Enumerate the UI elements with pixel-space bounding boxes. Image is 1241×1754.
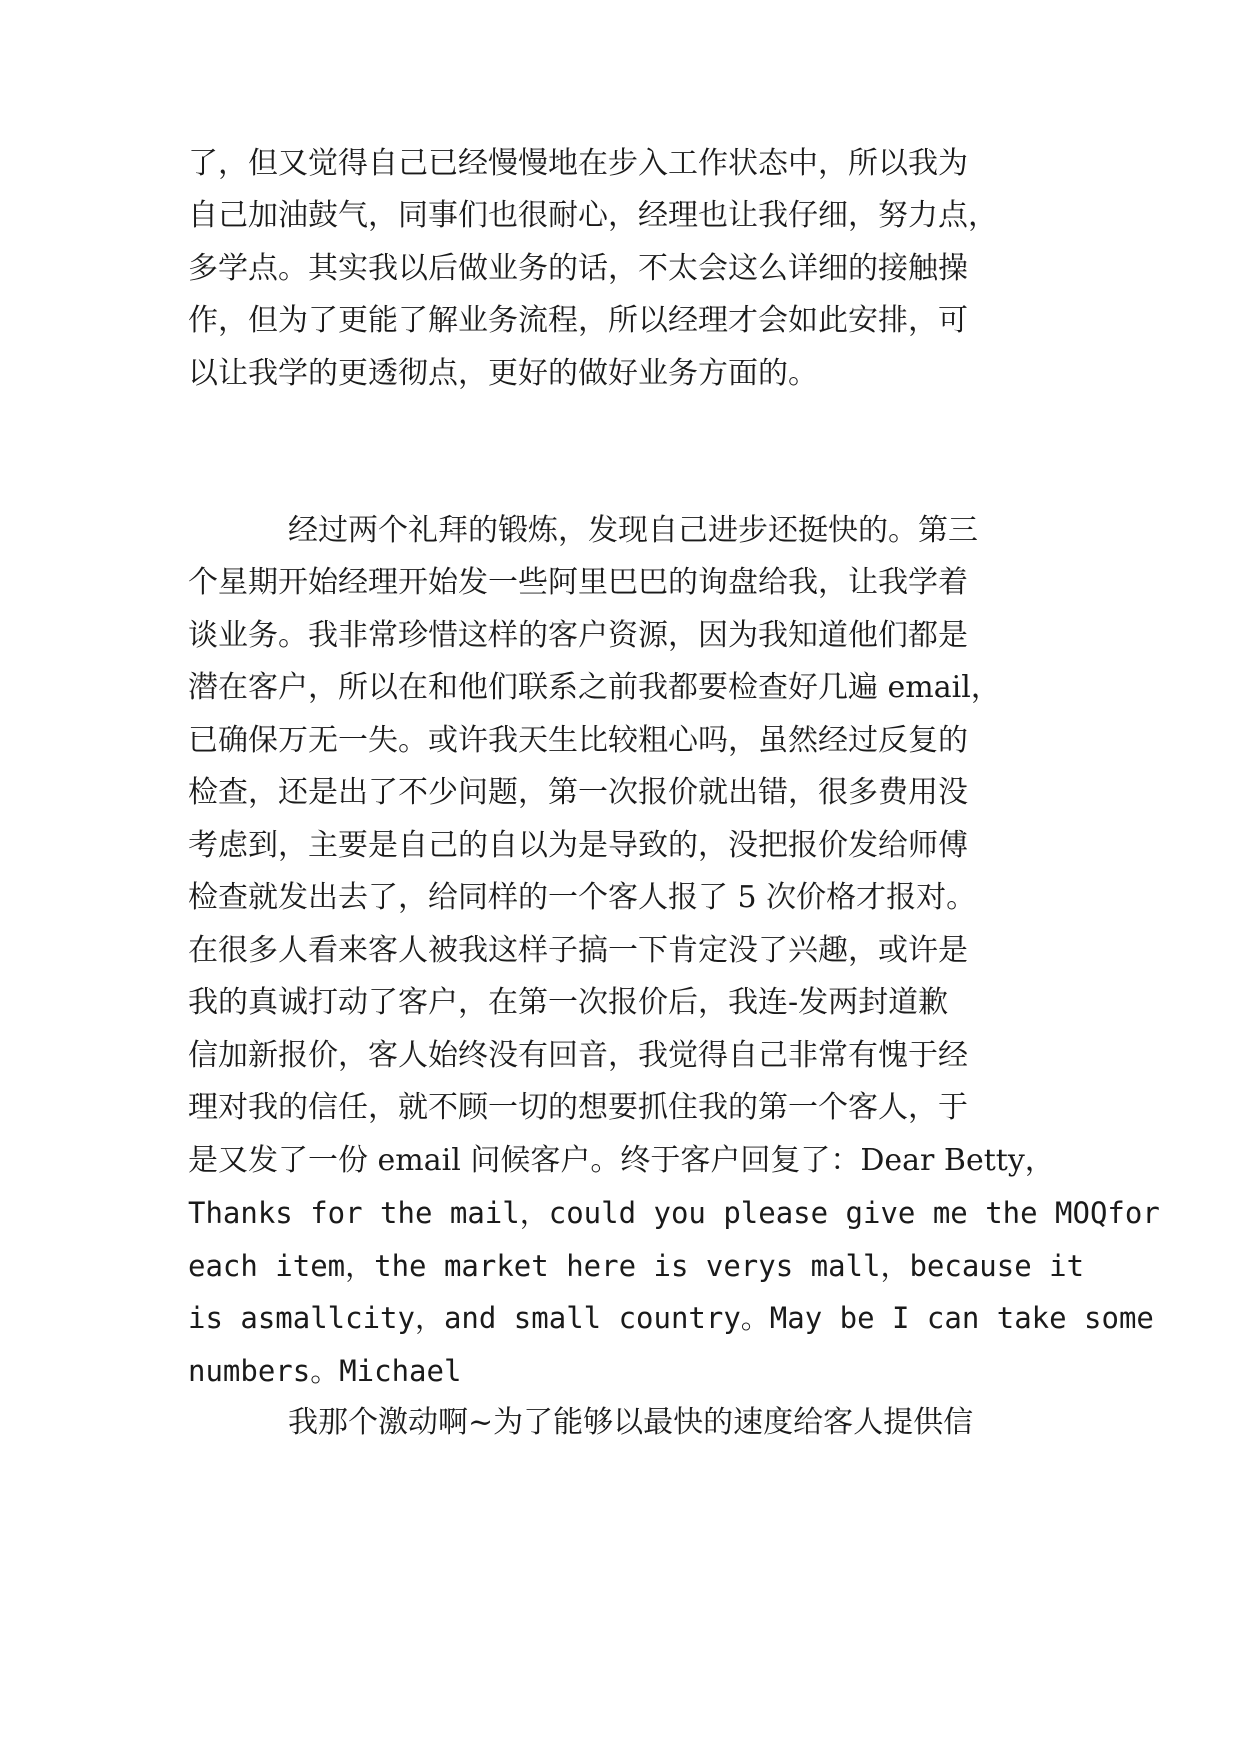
paragraph-2-line-1: 经过两个礼拜的锻炼，发现自己进步还挺快的。第三: [288, 513, 978, 548]
paragraph-2-line-6: 检查，还是出了不少问题，第一次报价就出错，很多费用没: [188, 775, 968, 810]
paragraph-2-line-12: 理对我的信任，就不顾一切的想要抓住我的第一个客人，于: [188, 1090, 968, 1125]
paragraph-2-line-10: 我的真诚打动了客户，在第一次报价后，我连-发两封道歉: [188, 985, 949, 1020]
paragraph-2-line-13: 是又发了一份 email 问候客户。终于客户回复了：Dear Betty，: [188, 1143, 1055, 1178]
paragraph-2-line-7: 考虑到，主要是自己的自以为是导致的，没把报价发给师傅: [188, 828, 968, 863]
paragraph-3-line-1: 我那个激动啊~为了能够以最快的速度给客人提供信: [288, 1405, 974, 1440]
paragraph-2-line-2: 个星期开始经理开始发一些阿里巴巴的询盘给我，让我学着: [188, 565, 968, 600]
paragraph-2-line-5: 已确保万无一失。或许我天生比较粗心吗，虽然经过反复的: [188, 723, 968, 758]
paragraph-2-line-11: 信加新报价，客人始终没有回音，我觉得自己非常有愧于经: [188, 1038, 968, 1073]
paragraph-1-line-5: 以让我学的更透彻点，更好的做好业务方面的。: [188, 356, 818, 391]
paragraph-2-line-3: 谈业务。我非常珍惜这样的客户资源，因为我知道他们都是: [188, 618, 968, 653]
paragraph-1-line-1: 了，但又觉得自己已经慢慢地在步入工作状态中，所以我为: [188, 146, 968, 181]
paragraph-2-line-4: 潜在客户，所以在和他们联系之前我都要检查好几遍 email，: [188, 670, 1001, 705]
paragraph-2-line-8: 检查就发出去了，给同样的一个客人报了 5 次价格才报对。: [188, 880, 977, 915]
paragraph-2-line-15: each item，the market here is verys mall，because it: [188, 1249, 1085, 1283]
paragraph-1-line-4: 作，但为了更能了解业务流程，所以经理才会如此安排，可: [188, 303, 968, 338]
paragraph-1-line-3: 多学点。其实我以后做业务的话，不太会这么详细的接触操: [188, 251, 968, 286]
paragraph-2-line-14: Thanks for the mail，could you please give me the MOQfor: [188, 1196, 1160, 1230]
paragraph-1-line-2: 自己加油鼓气，同事们也很耐心，经理也让我仔细，努力点，: [188, 198, 998, 233]
paragraph-2-line-9: 在很多人看来客人被我这样子搞一下肯定没了兴趣，或许是: [188, 933, 968, 968]
paragraph-2-line-17: numbers。Michael: [188, 1354, 462, 1388]
paragraph-2-line-16: is asmallcity，and small country。May be I can take some: [188, 1301, 1154, 1335]
